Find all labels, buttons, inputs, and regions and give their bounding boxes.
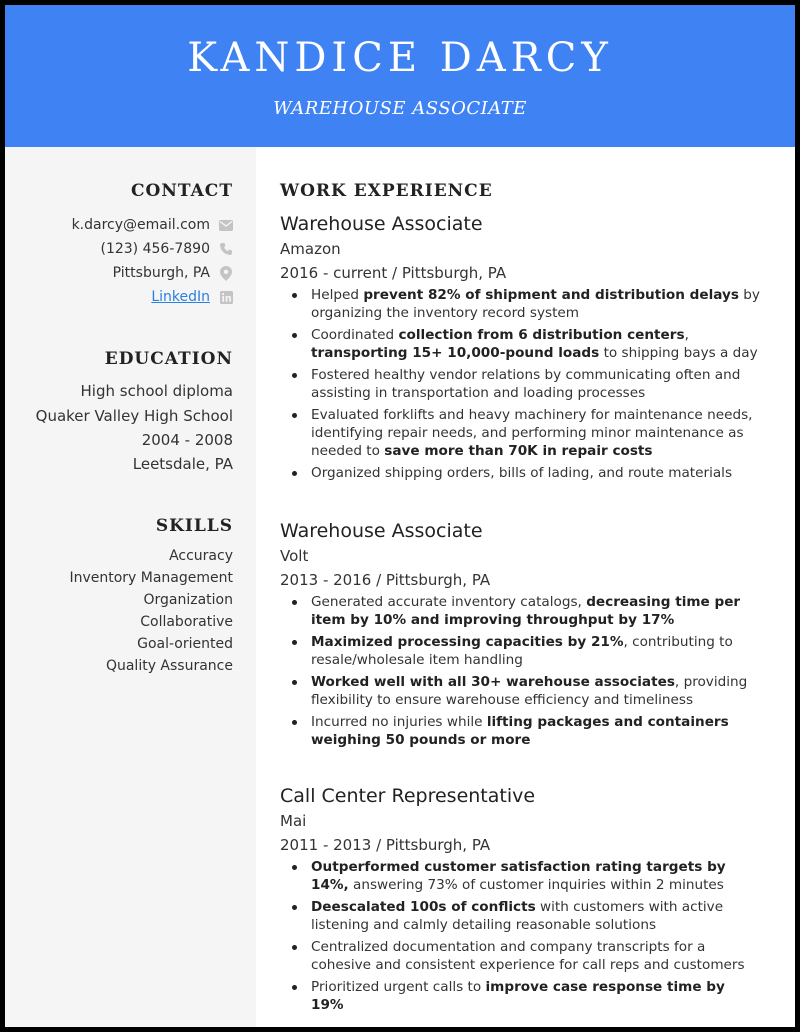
skills-heading: SKILLS [155, 516, 233, 536]
bullet-text: by organizing the inventory record system [311, 287, 760, 321]
email-text[interactable]: k.darcy@email.com [71, 217, 210, 233]
job-bullet [280, 366, 760, 402]
bullet-highlight: Outperformed customer satisfaction rating targets by 14%, [311, 859, 726, 893]
job-entry [280, 211, 780, 486]
bullet-text: Centralized documentation and company transcripts for a cohesive and consistent experience for call reps and customers [311, 939, 745, 973]
bullet-highlight: transporting 15+ 10,000-pound loads [311, 345, 600, 361]
skill-item: Goal-oriented [137, 636, 233, 652]
job-bullet [280, 593, 760, 629]
work-experience-heading: WORK EXPERIENCE [280, 181, 493, 201]
job-bullet [280, 633, 760, 669]
job-bullets [280, 858, 780, 1014]
job-bullet [280, 898, 760, 934]
education-school: Quaker Valley High School [35, 407, 233, 425]
job-bullet [280, 286, 760, 322]
skill-item: Accuracy [169, 548, 233, 564]
bullet-text: Organized shipping orders, bills of lading, and route materials [311, 465, 733, 481]
bullet-text: with customers with active listening and calmly detailing reasonable solutions [311, 899, 724, 933]
job-dates: 2013 - 2016 / Pittsburgh, PA [280, 571, 491, 589]
contact-phone[interactable] [101, 239, 235, 259]
location-text: Pittsburgh, PA [112, 265, 210, 281]
job-bullet [280, 464, 760, 482]
job-bullets [280, 286, 780, 482]
bullet-text: Coordinated [311, 327, 399, 343]
bullet-text: Helped [311, 287, 364, 303]
education-location: Leetsdale, PA [132, 455, 233, 473]
candidate-name: KANDICE DARCY [187, 35, 613, 81]
job-bullet [280, 713, 760, 749]
bullet-text: Fostered healthy vendor relations by communicating often and assisting in transportation and loading processes [311, 367, 741, 401]
bullet-highlight: Maximized processing capacities by 21% [311, 634, 624, 650]
bullet-text: , [684, 327, 689, 343]
job-company: Mai [280, 812, 307, 830]
job-bullet [280, 978, 760, 1014]
bullet-highlight: Deescalated 100s of conflicts [311, 899, 536, 915]
contact-email[interactable] [72, 215, 234, 235]
job-bullet [280, 938, 760, 974]
bullet-highlight: lifting packages and containers weighing 50 pounds or more [311, 714, 729, 748]
resume-page [5, 5, 795, 1027]
education-degree: High school diploma [80, 382, 233, 400]
bullet-text: , providing flexibility to ensure warehouse efficiency and timeliness [311, 674, 748, 708]
bullet-text: to shipping bays a day [599, 345, 758, 361]
contact-location [113, 263, 234, 283]
bullet-text: Evaluated forklifts and heavy machinery for maintenance needs, identifying repair needs, and performing minor maintenance as needed to [311, 407, 753, 459]
contact-linkedin[interactable] [151, 287, 234, 307]
job-bullet [280, 858, 760, 894]
map-pin-icon [218, 265, 234, 281]
bullet-text: , contributing to resale/wholesale item handling [311, 634, 733, 668]
skill-item: Organization [143, 592, 233, 608]
job-bullet [280, 406, 760, 460]
job-company: Volt [280, 547, 309, 565]
job-bullet [280, 673, 760, 709]
job-bullets [280, 593, 780, 749]
skill-item: Collaborative [140, 614, 233, 630]
job-title: Call Center Representative [280, 785, 536, 807]
candidate-role: WAREHOUSE ASSOCIATE [273, 98, 527, 119]
bullet-text: answering 73% of customer inquiries within 2 minutes [348, 877, 724, 893]
job-bullet [280, 326, 760, 362]
job-company: Amazon [280, 240, 341, 258]
skill-item: Inventory Management [69, 570, 233, 586]
phone-text[interactable]: (123) 456-7890 [100, 241, 210, 257]
bullet-text: Prioritized urgent calls to [311, 979, 486, 995]
job-entry [280, 783, 780, 1018]
contact-heading: CONTACT [131, 181, 233, 201]
bullet-highlight: prevent 82% of shipment and distribution delays [363, 287, 739, 303]
job-dates: 2011 - 2013 / Pittsburgh, PA [280, 836, 491, 854]
job-entry [280, 518, 780, 753]
envelope-icon [218, 217, 234, 233]
skill-item: Quality Assurance [105, 658, 233, 674]
bullet-highlight: collection from 6 distribution centers [398, 327, 685, 343]
job-title: Warehouse Associate [280, 520, 483, 542]
education-years: 2004 - 2008 [141, 431, 233, 449]
linkedin-icon [218, 289, 234, 305]
phone-icon [218, 241, 234, 257]
bullet-highlight: save more than 70K in repair costs [384, 443, 653, 459]
bullet-highlight: improve case response time by 19% [311, 979, 725, 1013]
sidebar [5, 147, 256, 1027]
bullet-highlight: Worked well with all 30+ warehouse associates [311, 674, 675, 690]
job-dates: 2016 - current / Pittsburgh, PA [280, 264, 507, 282]
education-heading: EDUCATION [104, 349, 233, 369]
bullet-text: Generated accurate inventory catalogs, [311, 594, 587, 610]
job-title: Warehouse Associate [280, 213, 483, 235]
resume-header [5, 5, 795, 147]
linkedin-link[interactable]: LinkedIn [151, 289, 210, 305]
bullet-text: Incurred no injuries while [311, 714, 487, 730]
bullet-highlight: decreasing time per item by 10% and improving throughput by 17% [311, 594, 741, 628]
